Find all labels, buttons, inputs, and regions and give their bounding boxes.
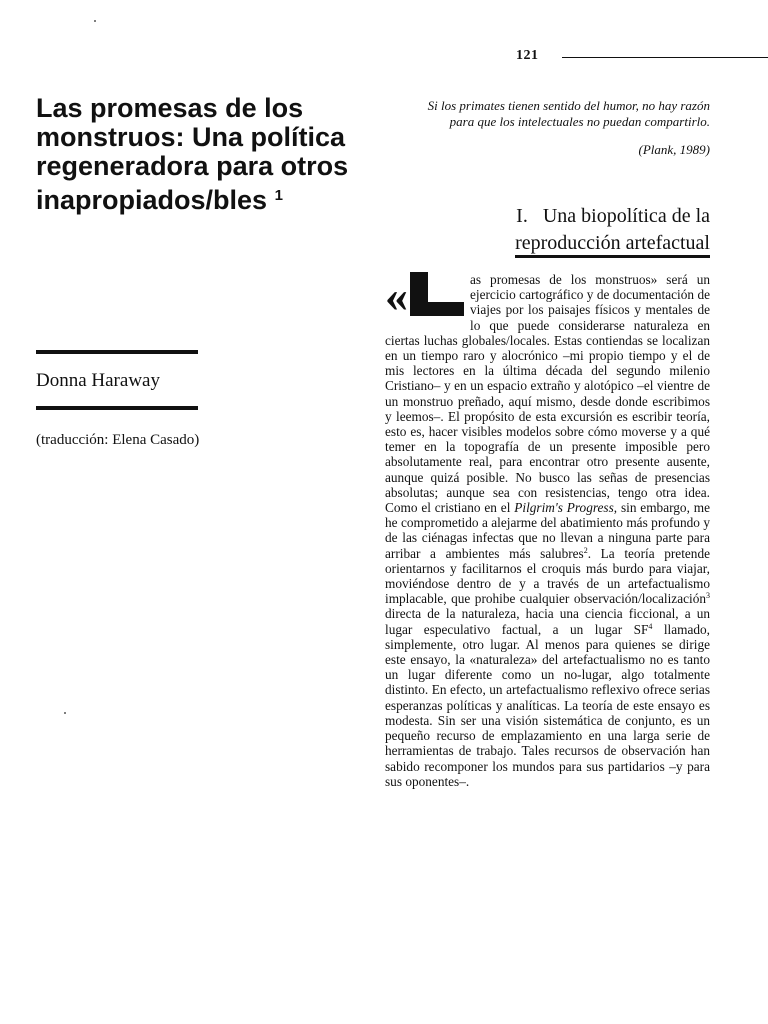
author-name: Donna Haraway xyxy=(36,370,160,391)
title-footnote-ref: 1 xyxy=(274,187,283,204)
body-text-5: llamado, simplemente, otro lugar. Al menos para quienes se dirige este ensayo, la «naturaleza» del artefactualismo no es tanto un lugar diferente como un no-lugar, algo totalmente distinto. En efecto, un artefactualismo reflexivo ofrece serias esperanzas políticas y analíticas. La teoría de este ensayo es modesta. Sin ser una visión sistemática de conjunto, es un pequeño recurso de emplazamiento en una larga serie de herramientas de trabajo. Tales recursos de observación han sabido recomponer los mundos para sus partidarios –y para sus oponentes–. xyxy=(385,621,710,789)
section-heading-line1: I. Una biopolítica de la xyxy=(516,205,710,227)
epigraph-quote: Si los primates tienen sentido del humor, no hay razón para que los intelectuales no puedan compartirlo. xyxy=(427,98,710,129)
footnote-ref-4: 4 xyxy=(648,621,653,631)
pilgrims-progress-title: Pilgrim's Progress xyxy=(514,500,614,516)
author-rule-bottom xyxy=(36,406,198,410)
open-guillemet: « xyxy=(385,270,402,321)
author-rule-top xyxy=(36,350,198,354)
body-text-3: . La teoría pretende orientarnos y facilitarnos el croquis más burdo para viajar, moviéndose dentro de y a través de un artefactualismo implacable, que prohibe cualquier observación/localización xyxy=(385,545,710,607)
page-number: 121 xyxy=(516,48,539,63)
body-paragraph xyxy=(385,272,710,789)
article-title xyxy=(36,94,366,215)
section-heading xyxy=(454,203,710,258)
body-text-1: as promesas de los monstruos» será un ejercicio cartográfico y de documentación de viajes por los paisajes físicos y mentales de lo que puede considerarse naturaleza en ciertas luchas globales/locales. Estas contiendas se localizan en un tiempo raro y alocrónico –mi propio tiempo y el de mis lectores en la última década del segundo milenio Cristiano– y en un espacio extraño y alotópico –el vientre de un monstruo preñado, aquí mismo, desde donde escribimos y leemos–. El propósito de esta excursión es escribir teoría, esto es, hacer visibles modelos sobre cómo moverse y a qué temer en la topografía de un presente imposible pero absolutamente real, para encontrar otro presente ausente, aunque quizá posible. No busco las señas de presencias absolutas; aunque sea con resistencias, tengo otra idea. Como el cristiano en el xyxy=(385,272,710,516)
body-text-2: , sin embargo, me he comprometido a alejarme del abatimiento más profundo y de las ciénagas infectas que no llevan a ninguna parte para arribar a ambientes más salubres xyxy=(385,500,710,561)
translator-credit: (traducción: Elena Casado) xyxy=(36,432,200,448)
drop-cap-letter xyxy=(410,272,464,316)
footnote-ref-3: 3 xyxy=(706,591,710,601)
drop-cap-foot xyxy=(410,302,464,316)
drop-cap xyxy=(385,272,464,320)
epigraph-source: (Plank, 1989) xyxy=(638,142,710,157)
footnote-ref-2: 2 xyxy=(583,545,588,555)
article-title-text: Las promesas de los monstruos: Una política regeneradora para otros inapropiados/bles xyxy=(36,93,349,215)
body-column xyxy=(385,272,710,789)
page-number-rule xyxy=(562,57,768,58)
scan-speck xyxy=(94,20,96,22)
scan-speck xyxy=(64,712,66,714)
epigraph xyxy=(416,98,710,158)
section-heading-line2: reproducción artefactual xyxy=(515,231,710,258)
body-text-4: directa de la naturaleza, hacia una ciencia ficcional, a un lugar especulativo factual, a un lugar SF xyxy=(385,606,710,637)
